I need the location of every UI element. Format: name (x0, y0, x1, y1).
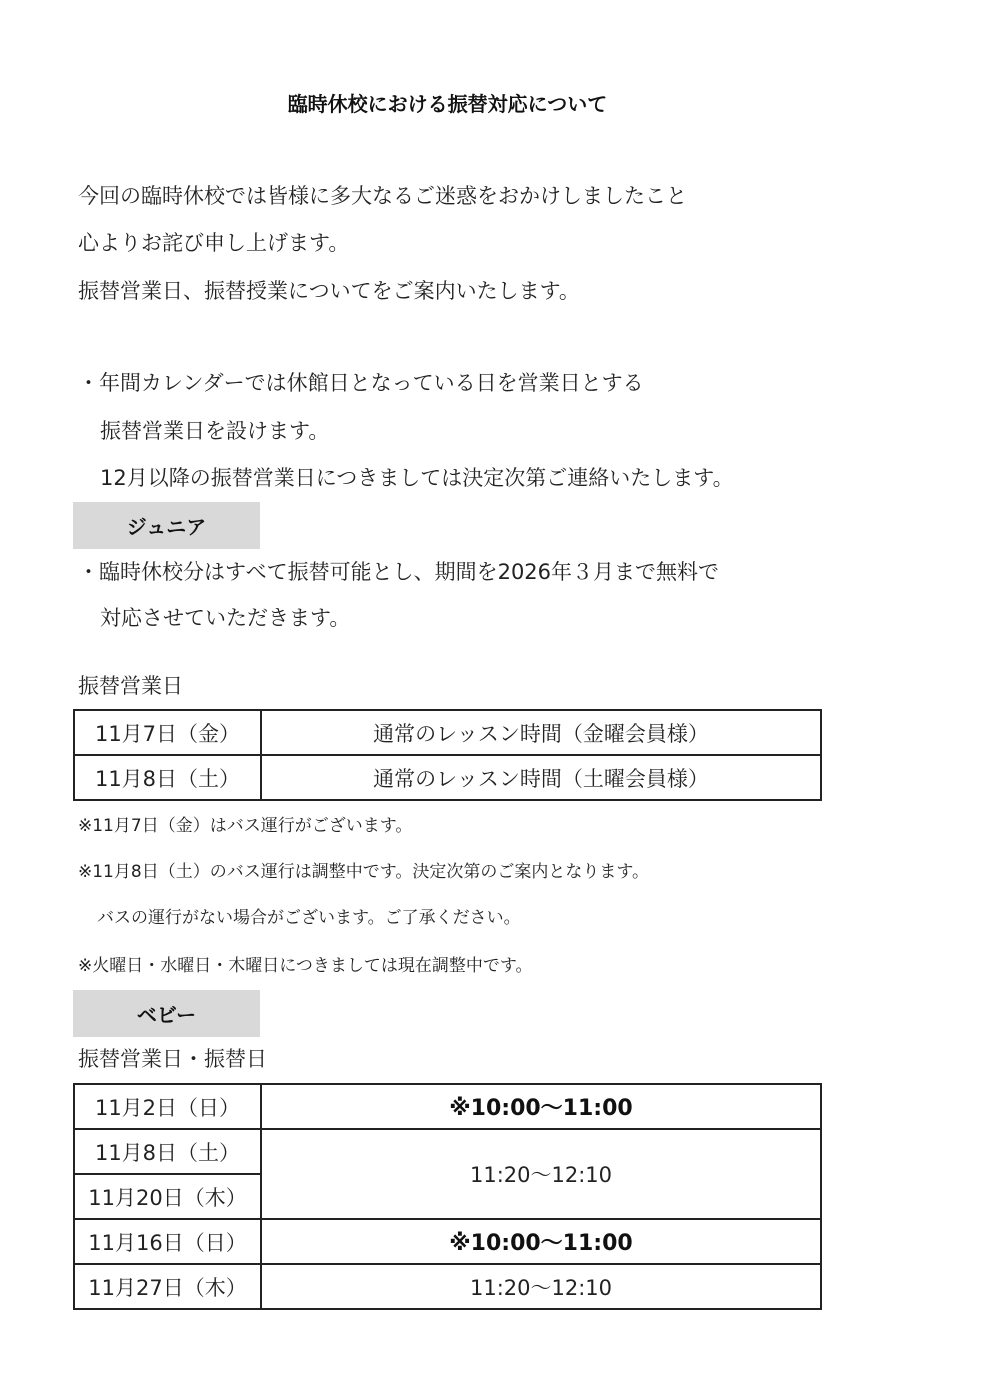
junior-note-1: ※11月7日（金）はバス運行がございます。 (78, 816, 413, 836)
baby-date-cell: 11月2日（日） (74, 1084, 261, 1129)
baby-time-cell: ※10:00〜11:00 (261, 1219, 821, 1264)
table-row (74, 755, 821, 800)
baby-schedule-table (73, 1083, 822, 1310)
baby-date-cell: 11月8日（土） (74, 1129, 261, 1174)
intro-line-2: 心よりお詫び申し上げます。 (78, 231, 350, 255)
baby-time-cell: 11:20〜12:10 (261, 1264, 821, 1309)
junior-note-4: ※火曜日・水曜日・木曜日につきましては現在調整中です。 (78, 956, 533, 976)
baby-time-cell: 11:20〜12:10 (261, 1129, 821, 1219)
junior-heading: ジュニア (73, 502, 260, 549)
notice-line-3: 12月以降の振替営業日につきましては決定次第ご連絡いたします。 (100, 466, 734, 490)
junior-note-2: ※11月8日（土）のバス運行は調整中です。決定次第のご案内となります。 (78, 862, 649, 882)
table-row (74, 1129, 821, 1174)
junior-notice-line-1: ・臨時休校分はすべて振替可能とし、期間を2026年３月まで無料で (78, 560, 720, 584)
notice-line-2: 振替営業日を設けます。 (100, 419, 330, 443)
junior-notice-line-2: 対応させていただきます。 (100, 606, 351, 630)
junior-schedule-table (73, 709, 822, 801)
junior-date-cell: 11月7日（金） (74, 710, 261, 755)
junior-date-cell: 11月8日（土） (74, 755, 261, 800)
baby-heading: ベビー (73, 990, 260, 1037)
baby-date-cell: 11月16日（日） (74, 1219, 261, 1264)
intro-line-1: 今回の臨時休校では皆様に多大なるご迷惑をおかけしましたこと (78, 184, 687, 208)
baby-time-cell: ※10:00〜11:00 (261, 1084, 821, 1129)
table-row (74, 1084, 821, 1129)
table-row (74, 1264, 821, 1309)
page-title: 臨時休校における振替対応について (287, 92, 608, 116)
junior-note-3: バスの運行がない場合がございます。ご了承ください。 (97, 908, 521, 928)
notice-line-1: ・年間カレンダーでは休館日となっている日を営業日とする (78, 371, 644, 395)
table-row (74, 1219, 821, 1264)
table-row (74, 710, 821, 755)
junior-table-caption: 振替営業日 (78, 674, 183, 698)
baby-table-caption: 振替営業日・振替日 (78, 1047, 267, 1071)
baby-date-cell: 11月20日（木） (74, 1174, 261, 1219)
intro-line-3: 振替営業日、振替授業についてをご案内いたします。 (78, 279, 580, 303)
junior-detail-cell: 通常のレッスン時間（土曜会員様） (261, 755, 821, 800)
baby-date-cell: 11月27日（木） (74, 1264, 261, 1309)
junior-detail-cell: 通常のレッスン時間（金曜会員様） (261, 710, 821, 755)
